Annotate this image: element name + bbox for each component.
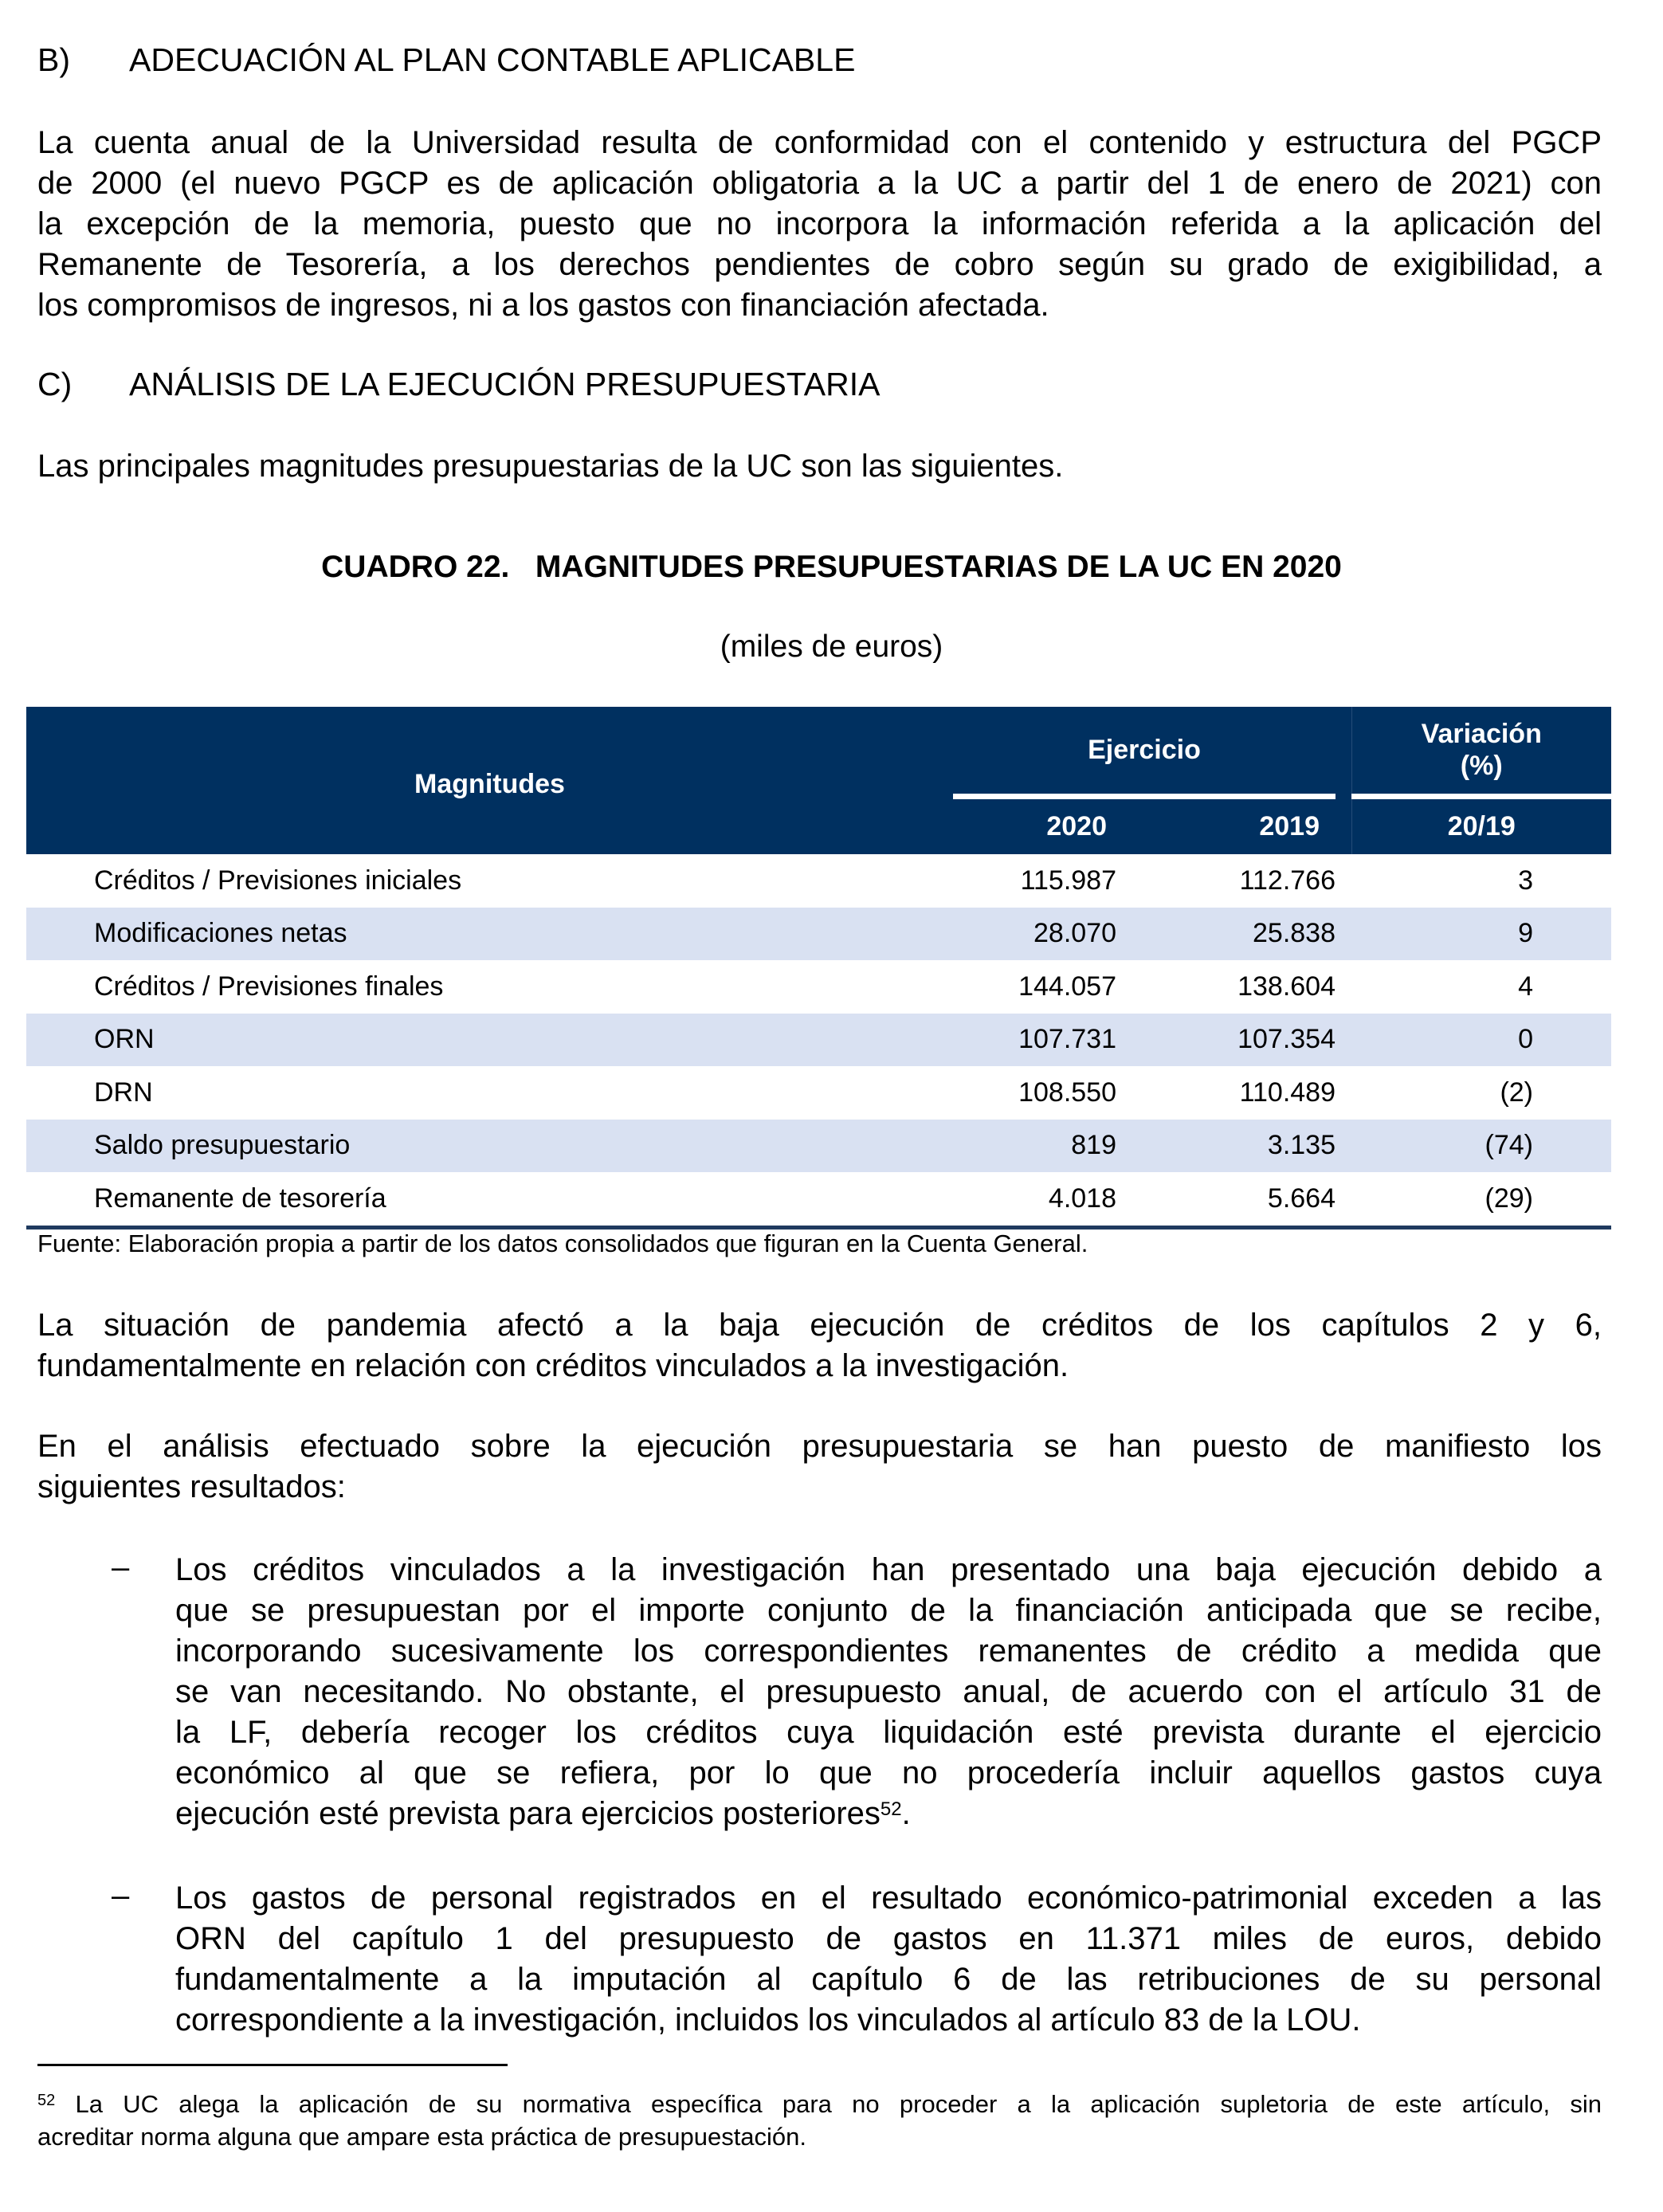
text-line: fundamentalmente a la imputación al capítulo 6 de las retribuciones de su personal [175, 1962, 1602, 1997]
row-2020: 144.057 [1018, 971, 1116, 1002]
pandemic-paragraph [37, 1305, 1602, 1386]
text-line: La situación de pandemia afectó a la baja ejecución de créditos de los capítulos 2 y 6, [37, 1308, 1602, 1343]
header-ejercicio: Ejercicio [953, 707, 1335, 796]
row-var: (29) [1351, 1172, 1611, 1227]
row-2020: 819 [953, 1120, 1116, 1173]
table-row [26, 1066, 1611, 1120]
header-spacer [1335, 707, 1351, 796]
table-row [26, 1172, 1611, 1227]
text-line: ORN del capítulo 1 del presupuesto de gastos en 11.371 miles de euros, debido [175, 1921, 1602, 1956]
text-line: Las principales magnitudes presupuestarias de la UC son las siguientes. [37, 449, 1064, 484]
header-2020: 2020 [953, 796, 1116, 854]
header-var-period: 20/19 [1351, 796, 1611, 854]
text-line: correspondiente a la investigación, incluidos los vinculados al artículo 83 de la LOU. [175, 2002, 1361, 2037]
row-2020: 115.987 [1020, 865, 1116, 896]
text-fragment: ejecución esté prevista para ejercicios posteriores [175, 1796, 881, 1831]
table-row [26, 960, 1611, 1014]
text-line: fundamentalmente en relación con créditos vinculados a la investigación. [37, 1348, 1069, 1383]
header-spacer [1335, 796, 1351, 854]
text-line: la LF, debería recoger los créditos cuya liquidación esté prevista durante el ejercicio [175, 1715, 1602, 1750]
bullet-dash-icon: – [112, 1550, 130, 1585]
section-c-title: ANÁLISIS DE LA EJECUCIÓN PRESUPUESTARIA [129, 366, 881, 402]
row-2019: 138.604 [1237, 971, 1335, 1002]
row-var: 4 [1518, 971, 1533, 1002]
text-fragment: La UC alega la aplicación de su normativa específica para no proceder a la aplicación supletoria de este artículo, sin [55, 2090, 1602, 2118]
section-b-title: ADECUACIÓN AL PLAN CONTABLE APLICABLE [129, 41, 856, 78]
bullet-dash-icon: – [112, 1878, 130, 1913]
section-b-label: B) [37, 41, 70, 78]
row-var: 3 [1518, 865, 1533, 896]
text-line: la excepción de la memoria, puesto que no incorpora la información referida a la aplicación del [37, 206, 1602, 241]
row-2019: 3.135 [1116, 1120, 1335, 1173]
row-2020: 28.070 [953, 908, 1116, 961]
section-c-label: C) [37, 366, 73, 402]
text-line: se van necesitando. No obstante, el presupuesto anual, de acuerdo con el artículo 31 de [175, 1674, 1602, 1709]
text-line: de 2000 (el nuevo PGCP es de aplicación obligatoria a la UC a partir del 1 de enero de 2021) con [37, 166, 1602, 201]
section-c-heading [37, 366, 881, 403]
table-title: CUADRO 22. MAGNITUDES PRESUPUESTARIAS DE LA UC EN 2020 [321, 550, 1342, 584]
header-variacion-unit: (%) [1460, 751, 1503, 782]
row-name: DRN [94, 1077, 153, 1108]
row-var: 9 [1351, 908, 1611, 961]
text-line: los compromisos de ingresos, ni a los gastos con financiación afectada. [37, 288, 1049, 323]
row-2019: 110.489 [1239, 1077, 1335, 1108]
analysis-paragraph [37, 1426, 1602, 1508]
row-var: (2) [1500, 1077, 1533, 1108]
footnote-ref[interactable]: 52 [880, 1798, 902, 1820]
section-c-intro [37, 446, 1602, 487]
text-line: que se presupuestan por el importe conjunto de la financiación anticipada que se recibe, [175, 1593, 1602, 1628]
text-line: La cuenta anual de la Universidad resulta de conformidad con el contenido y estructura del PGCP [37, 125, 1602, 160]
row-name: Modificaciones netas [26, 908, 953, 961]
footnote-divider [37, 2064, 508, 2066]
section-b-paragraph [37, 123, 1602, 326]
text-line: económico al que se refiera, por lo que no procedería incluir aquellos gastos cuya [175, 1755, 1602, 1790]
text-line [175, 1794, 1602, 1834]
budget-magnitudes-table [26, 707, 1611, 1230]
table-row [26, 908, 1611, 961]
row-2019: 25.838 [1116, 908, 1335, 961]
row-2020: 107.731 [953, 1014, 1116, 1067]
text-line: acreditar norma alguna que ampare esta práctica de presupuestación. [37, 2123, 807, 2151]
header-variacion [1351, 707, 1611, 796]
table-units: (miles de euros) [720, 629, 943, 664]
text-line: Remanente de Tesorería, a los derechos pendientes de cobro según su grado de exigibilidad, a [37, 247, 1602, 282]
footnote-number: 52 [37, 2092, 56, 2109]
row-name: Créditos / Previsiones finales [94, 971, 444, 1002]
text-fragment: . [901, 1796, 911, 1831]
text-line: Los gastos de personal registrados en el resultado económico-patrimonial exceden a las [175, 1881, 1602, 1916]
row-2019: 112.766 [1239, 865, 1335, 896]
table-row [26, 1120, 1611, 1173]
text-line: incorporando sucesivamente los correspondientes remanentes de crédito a medida que [175, 1634, 1602, 1669]
section-b-heading [37, 41, 855, 79]
text-line: En el análisis efectuado sobre la ejecución presupuestaria se han puesto de manifiesto los [37, 1429, 1602, 1464]
row-name: Remanente de tesorería [26, 1172, 953, 1227]
text-line [37, 2088, 1602, 2120]
row-name: Créditos / Previsiones iniciales [94, 865, 462, 896]
table-source: Fuente: Elaboración propia a partir de los datos consolidados que figuran en la Cuenta General. [37, 1230, 1088, 1257]
row-var: (74) [1351, 1120, 1611, 1173]
bullet-item [175, 1550, 1602, 1834]
row-2019: 107.354 [1116, 1014, 1335, 1067]
table-row [26, 1014, 1611, 1067]
row-name: Saldo presupuestario [26, 1120, 953, 1173]
bullet-item [175, 1878, 1602, 2041]
header-variacion-label: Variación [1421, 719, 1542, 750]
footnote [37, 2088, 1602, 2153]
row-2019: 5.664 [1116, 1172, 1335, 1227]
text-line: Los créditos vinculados a la investigación han presentado una baja ejecución debido a [175, 1552, 1602, 1587]
header-magnitudes: Magnitudes [26, 707, 953, 854]
row-var: 0 [1351, 1014, 1611, 1067]
row-2020: 108.550 [1018, 1077, 1116, 1108]
table-row [26, 854, 1611, 908]
row-2020: 4.018 [953, 1172, 1116, 1227]
header-2019: 2019 [1116, 796, 1335, 854]
row-name: ORN [26, 1014, 953, 1067]
text-line: siguientes resultados: [37, 1469, 346, 1504]
